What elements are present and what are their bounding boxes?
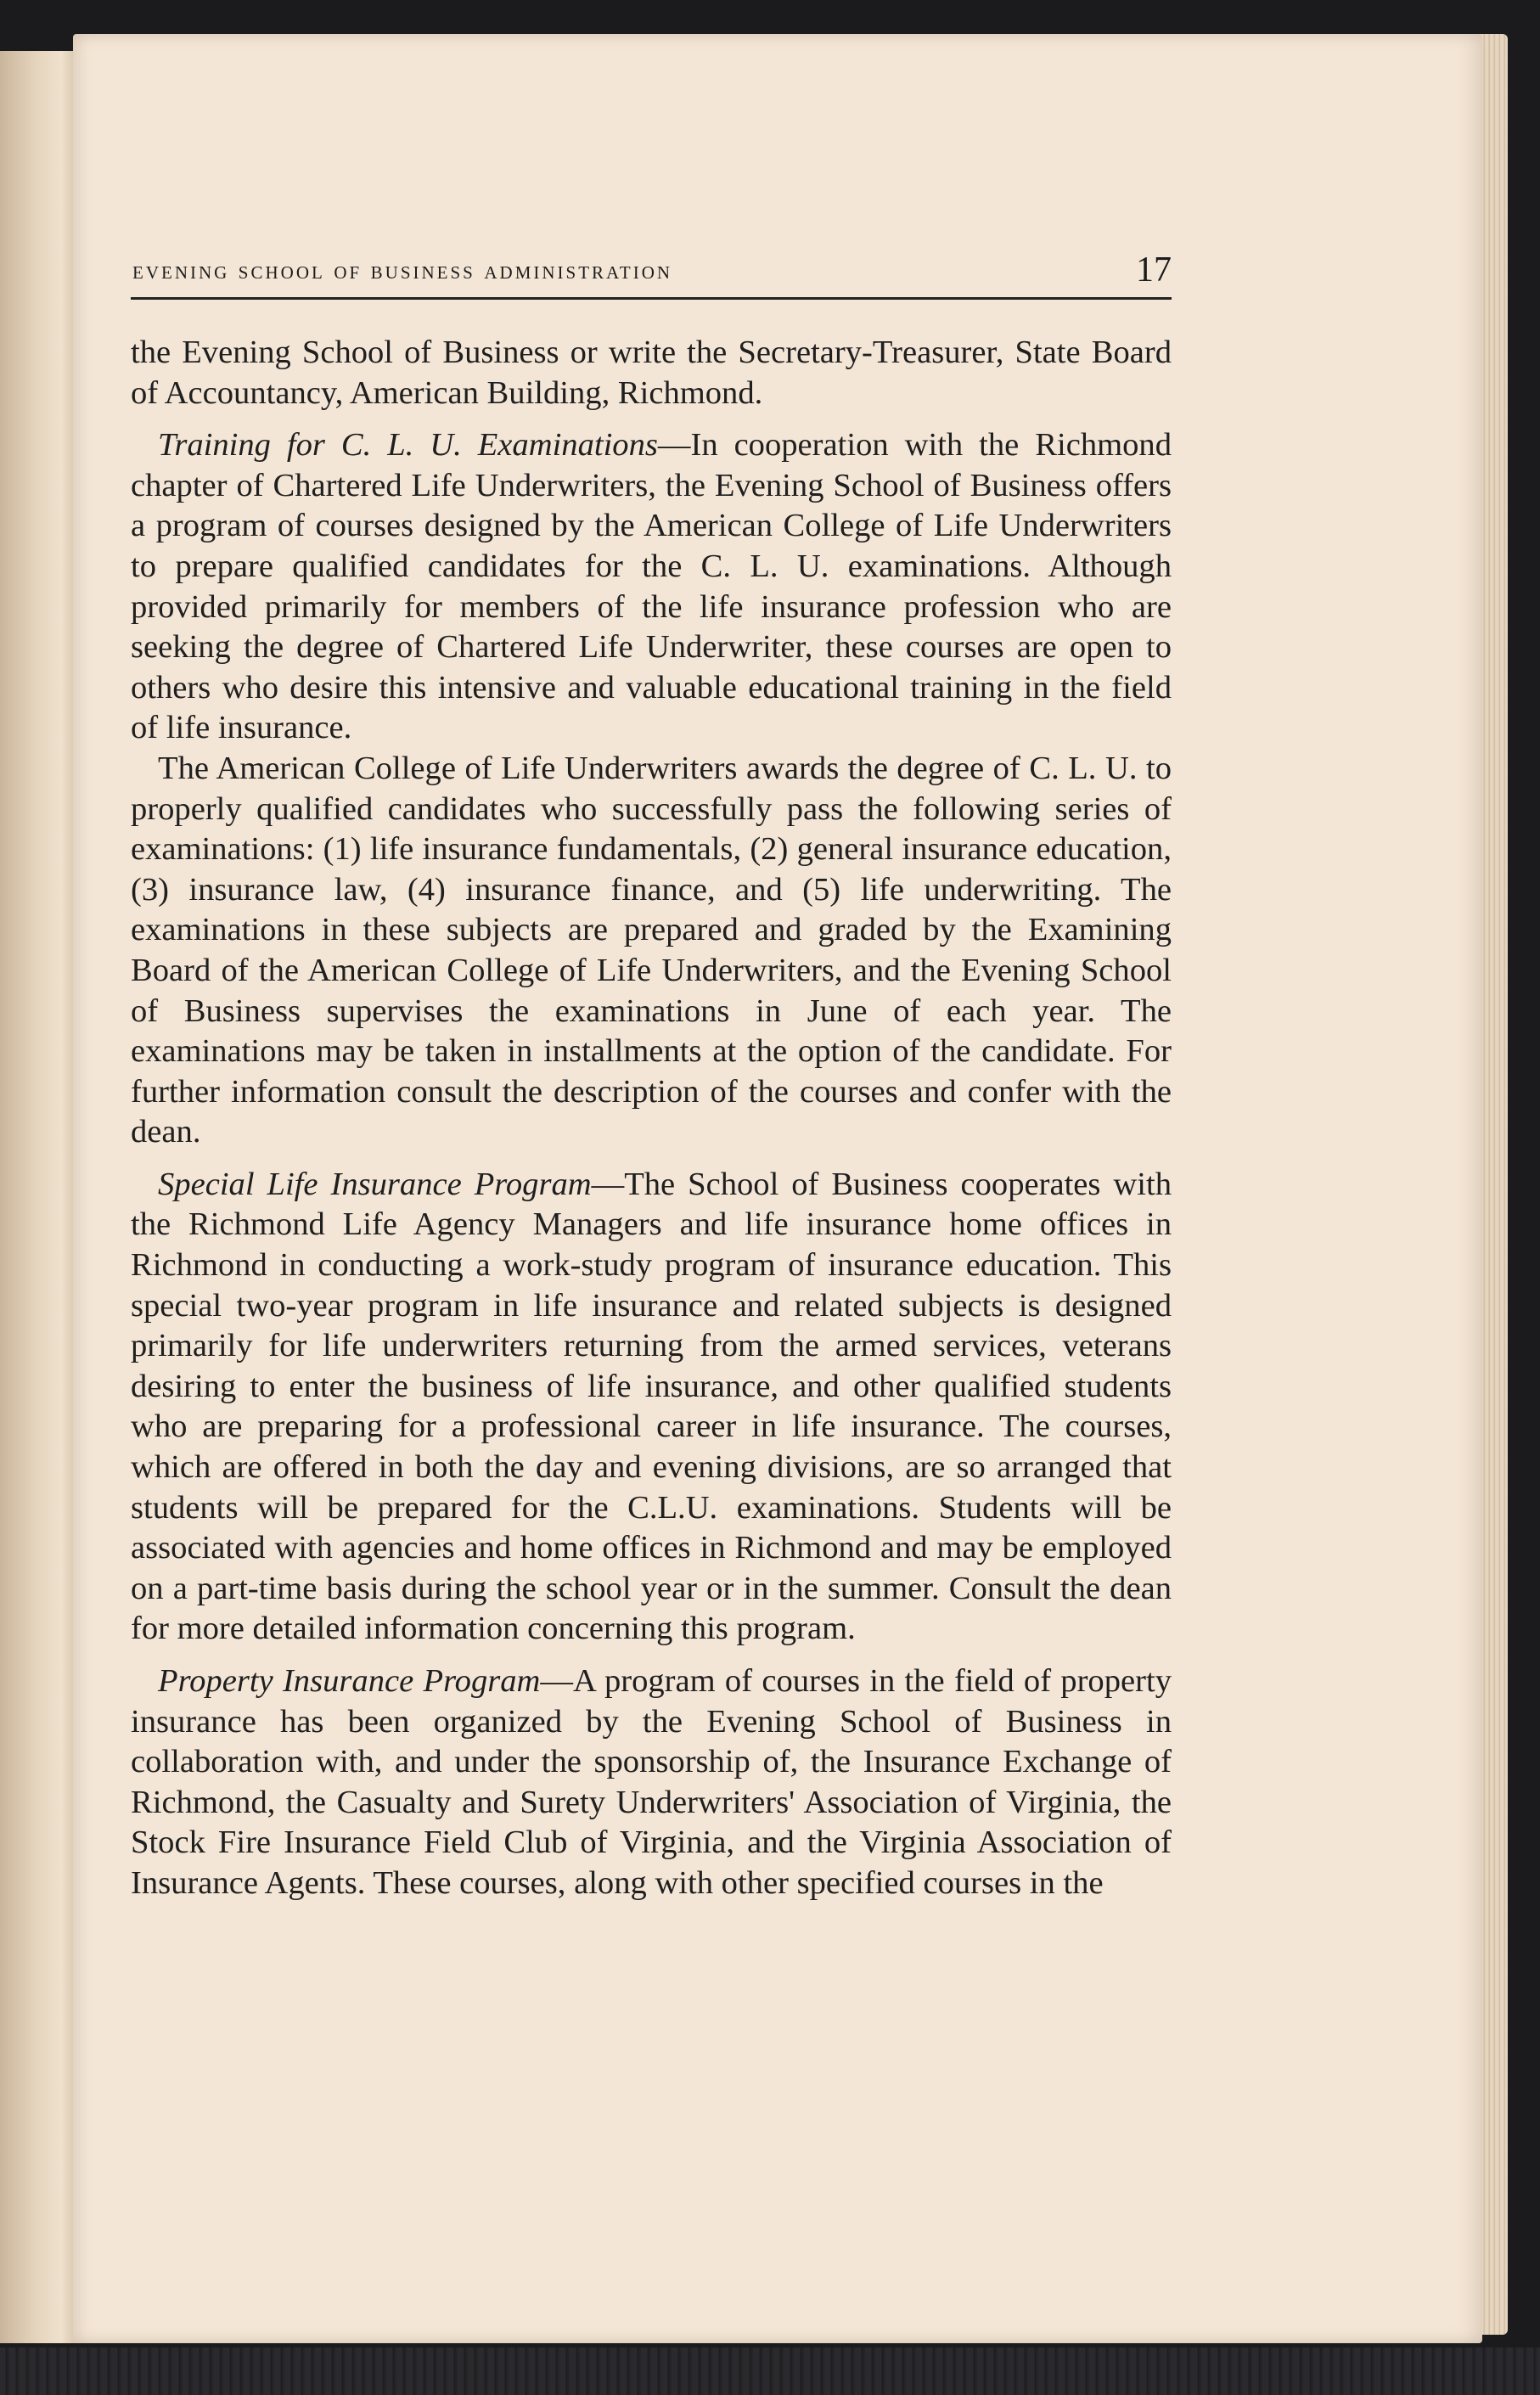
section-run-in-heading: Special Life Insurance Program — [158, 1166, 592, 1202]
page-header — [131, 250, 1172, 300]
paragraph-property-insurance — [131, 1661, 1172, 1904]
scan-background-bottom — [0, 2347, 1540, 2395]
paragraph-text: the Evening School of Business or write the Secretary-Treasurer, State Board of Accountancy, American Building, Richmond. — [131, 335, 1172, 411]
facing-page-edge — [0, 51, 76, 2343]
page-number: 17 — [1136, 250, 1172, 290]
paragraph-text: The American College of Life Underwriters awards the degree of C. L. U. to properly qualified candidates who successfully pass the following series of examinations: (1) life insurance fundamentals, (2) general insurance education, (3) insurance law, (4) insurance finance, and (5) life underwriting. The examinations in these subjects are prepared and graded by the Examining Board of the American College of Life Underwriters, and the Evening School of Business supervises the examinations in June of each year. The examinations may be taken in installments at the option of the candidate. For further information consult the description of the courses and confer with the dean. — [131, 750, 1172, 1150]
scan-background-top — [0, 0, 1540, 34]
running-title: evening school of business administration — [132, 256, 673, 284]
paragraph-clu-degree — [131, 749, 1172, 1153]
paragraph-special-life-insurance — [131, 1165, 1172, 1650]
paragraph-text: —A program of courses in the field of property insurance has been organized by the Evening School of Business in collaboration with, and under the sponsorship of, the Insurance Exchange of Richmond, the Casualty and Surety Underwriters' Association of Virginia, the Stock Fire Insurance Field Club of Virginia, and the Virginia Association of Insurance Agents. These courses, along with other specified courses in the — [131, 1663, 1172, 1901]
section-run-in-heading: Property Insurance Program — [158, 1663, 541, 1699]
paragraph-text: —The School of Business cooperates with the Richmond Life Agency Managers and life insurance home offices in Richmond in conducting a work-study program of insurance education. This special two-year program in life insurance and related subjects is designed primarily for life underwriters returning from the armed services, veterans desiring to enter the business of life insurance, and other qualified students who are preparing for a professional career in life insurance. The courses, which are offered in both the day and evening divisions, are so arranged that students will be prepared for the C.L.U. examinations. Students will be associated with agencies and home offices in Richmond and may be employed on a part-time basis during the school year or in the summer. Consult the dean for more detailed information concerning this program. — [131, 1166, 1172, 1647]
paragraph-text: —In cooperation with the Richmond chapter of Chartered Life Underwriters, the Evening School of Business offers a program of courses designed by the American College of Life Underwriters to prepare qualified candidates for the C. L. U. examinations. Although provided primarily for members of the life insurance profession who are seeking the degree of Chartered Life Underwriter, these courses are open to others who desire this intensive and valuable educational training in the field of life insurance. — [131, 427, 1172, 746]
paragraph-clu-training — [131, 425, 1172, 749]
body-text — [131, 333, 1172, 1904]
paragraph-continuation — [131, 333, 1172, 413]
section-run-in-heading: Training for C. L. U. Examinations — [158, 427, 658, 464]
